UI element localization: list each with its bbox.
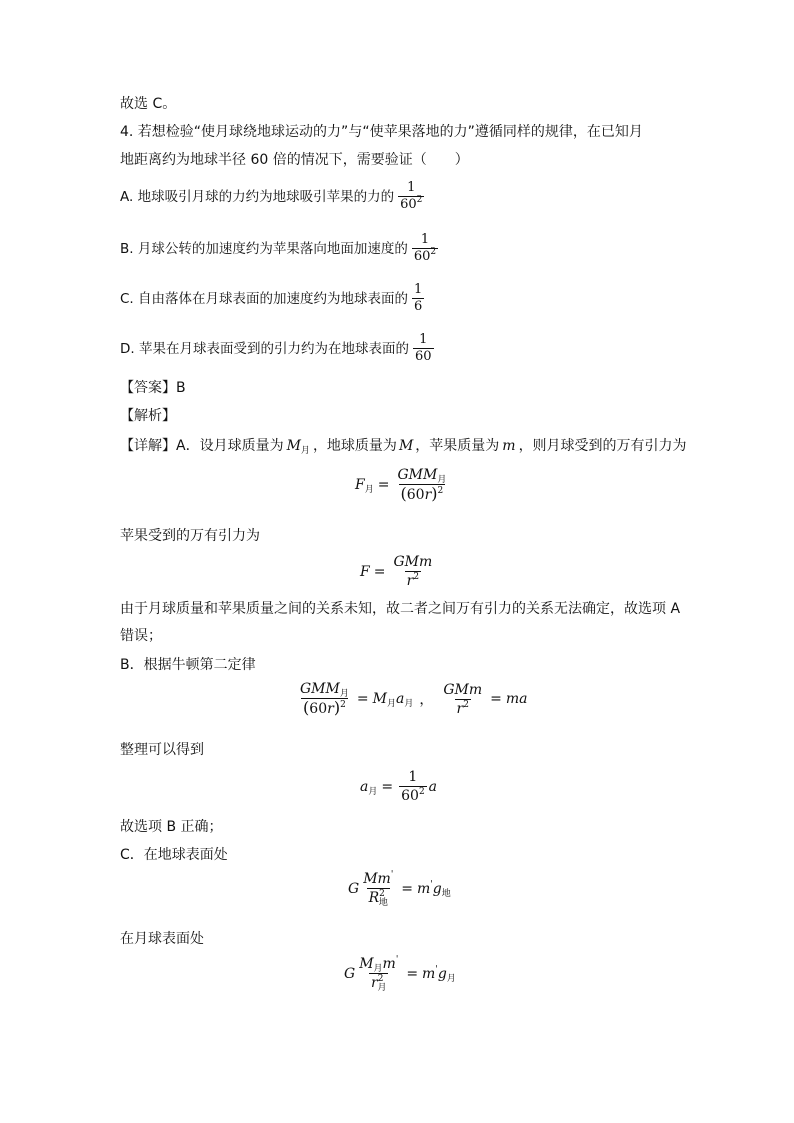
equation-moon-surface: G $\frac{M_月m'}{r^2_月}$ = $m'g_月$ [344, 955, 456, 993]
option-a [120, 180, 426, 213]
detail-text-4: ，则月球受到的万有引力为 [518, 438, 687, 454]
fraction-numerator: 1 [407, 180, 416, 195]
option-b-text: B. 月球公转的加速度约为苹果落向地面加速度的 [120, 240, 408, 257]
earth-mass-symbol: M [398, 438, 414, 454]
answer-label: 【答案】B [120, 380, 186, 396]
option-a-fraction [398, 180, 424, 213]
detail-line [120, 436, 687, 456]
text-line-choose-c: 故选 C。 [120, 96, 177, 112]
fraction-denominator: 6 [414, 299, 423, 314]
unknown-relation-line-2: 错误； [120, 628, 162, 644]
question-4-line-1: 4. 若想检验“使月球绕地球运动的力”与“使苹果落地的力”遵循同样的规律，在已知月 [120, 124, 643, 140]
equation-moon-gravity: $F_月$ = $\frac{GMM_月}{(60r)^2}$ [355, 467, 447, 503]
correct-b-text: 故选项 B 正确； [120, 819, 223, 835]
equation-newton: $\frac{GMM_月}{(60r)^2}$ = $M_月a_月$ ， $\frac{\text{GMm}}{r^2}$ = ma [300, 681, 528, 717]
equation-accel-ratio: $a_月$ = $\frac{1}{60^2}$ a [360, 769, 438, 804]
option-d [120, 332, 436, 365]
unknown-relation-line-1: 由于月球质量和苹果质量之间的关系未知，故二者之间万有引力的关系无法确定，故选项 A [120, 601, 681, 617]
moon-surface-text: 在月球表面处 [120, 931, 204, 947]
organize-text: 整理可以得到 [120, 742, 204, 758]
apple-force-text: 苹果受到的万有引力为 [120, 528, 260, 544]
option-d-text: D. 苹果在月球表面受到的引力约为在地球表面的 [120, 340, 409, 357]
option-b-fraction [412, 232, 438, 265]
detail-text-1: 【详解】A．设月球质量为 [120, 438, 284, 454]
option-d-fraction [413, 332, 434, 365]
equation-earth-surface: G $\frac{Mm'}{R^2_地}$ = $m'g_地$ [348, 870, 451, 908]
option-c-fraction [412, 282, 424, 315]
option-c-text: C. 自由落体在月球表面的加速度约为地球表面的 [120, 290, 409, 307]
detail-text-2: ，地球质量为 [312, 438, 397, 454]
equation-apple-gravity: F = $\frac{\text{GMm}}{r^2}$ [360, 554, 433, 589]
newton-second-law-text: B．根据牛顿第二定律 [120, 657, 256, 673]
analysis-label: 【解析】 [120, 408, 176, 424]
question-4-line-2: 地距离约为地球半径 60 倍的情况下，需要验证（ ） [120, 152, 469, 168]
earth-surface-text: C．在地球表面处 [120, 847, 228, 863]
option-b [120, 232, 440, 265]
fraction-numerator: 1 [419, 332, 428, 347]
moon-mass-symbol: $M_月$ [286, 438, 310, 456]
fraction-numerator: 1 [414, 282, 423, 297]
apple-mass-symbol: m [502, 438, 516, 454]
fraction-numerator: 1 [420, 232, 430, 247]
fraction-denominator: $60^2$ [400, 195, 423, 212]
fraction-denominator: 60 [414, 349, 432, 364]
fraction-denominator: $60^2$ [413, 247, 437, 264]
option-c [120, 282, 426, 315]
option-a-text: A. 地球吸引月球的力约为地球吸引苹果的力的 [120, 188, 395, 205]
detail-text-3: ，苹果质量为 [415, 438, 500, 454]
